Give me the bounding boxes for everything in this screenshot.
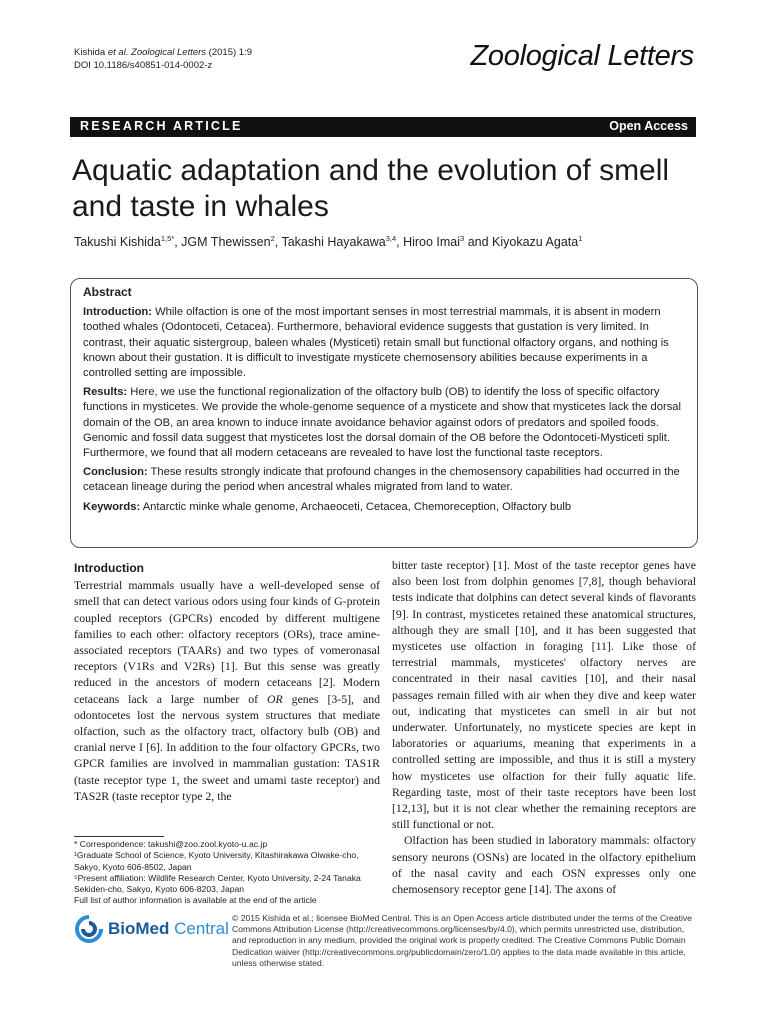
abstract-keywords: Keywords: Antarctic minke whale genome, Archaeoceti, Cetacea, Chemoreception, Olfactory bulb (83, 500, 572, 513)
abstract-results: Results: Here, we use the functional regionalization of the olfactory bulb (OB) to identify the loss of specific olfactory functions in mysticetes. We provide the whole-genome sequence of a mysticete and show that mysticetes lack the dorsal domain of the OB, an area known to induce innate avoidance behavior against odors of predators and spoiled foods. Genomic and fossil data suggest that mysticetes lost the dorsal domain of the OB before the Odontoceti-Mysticeti split. Furthermore, we found that all modern cetaceans are revealed to have lost the functional taste receptors. (83, 386, 682, 460)
abstract-box (70, 278, 698, 548)
author-list: Takushi Kishida$^{1,5*}$, JGM Thewissen$^2$, Takashi Hayakawa$^{3,4}$, Hiroo Imai$^3$ and Kiyokazu Agata$^1$ (74, 234, 583, 250)
biomed-central-icon (74, 914, 104, 944)
doi[interactable]: DOI 10.1186/s40851-014-0002-z (74, 60, 213, 71)
paragraph: Olfaction has been studied in laboratory mammals: olfactory sensory neurons (OSNs) are located in the olfactory epithelium of the nasal cavity and each OSN expresses only one chemosensory receptor gene [14]. The axons of (392, 833, 696, 897)
license-text: © 2015 Kishida et al.; licensee BioMed Central. This is an Open Access article distributed under the terms of the Creative Commons Attribution License (http://creativecommons.org/licenses/by/4.0), which permits unrestricted use, distribution, and reproduction in any medium, provided the original work is properly credited. The Creative Commons Public Domain Dedication waiver (http://creativecommons.org/publicdomain/zero/1.0/) applies to the data made available in this article, unless otherwise stated. (232, 913, 692, 968)
footnotes (74, 839, 374, 907)
author[interactable]: JGM Thewissen (181, 235, 271, 250)
open-access-label: Open Access (609, 119, 688, 133)
journal-name: Zoological Letters (470, 40, 694, 72)
publisher-name: BioMed Central (108, 919, 229, 938)
abstract-heading: Abstract (83, 285, 132, 299)
paragraph: bitter taste receptor) [1]. Most of the taste receptor genes have also been lost from dolphin genomes [7,8], though behavioral tests indicate that dolphins can detect several kinds of flavorants [9]. In contrast, mysticetes retained these anatomical structures, although they are small [10], and it has been suggested that mysticetes use olfaction in foraging [11]. Like those of terrestrial mammals, mysticetes' olfactory nerves are concentrated in their nasal cavities [10], and their nasal passages remain filled with air when they dive and keep water out, indicating that mysticetes can smell in air but not underwater. Unfortunately, no mysticete species are kept in laboratories or aquariums, meaning that experiments in a controlled setting are impossible, and thus it is still a mystery how mysticetes use olfaction for their fully aquatic life. Regarding taste, most of their taste receptors have been lost [12,13], but it is not clear whether the remaining receptors are still functional or not. (392, 558, 696, 832)
abstract-conclusion: Conclusion: These results strongly indicate that profound changes in the chemosensory capabilities had occurred in the cetacean lineage during the period when ancestral whales migrated from land to water. (83, 466, 680, 494)
biomed-central-logo[interactable] (74, 914, 229, 944)
author-info-note: Full list of author information is available at the end of the article (74, 895, 317, 906)
author[interactable]: Takashi Hayakawa (281, 235, 386, 250)
author[interactable]: Kiyokazu Agata (492, 235, 579, 250)
section-heading-introduction: Introduction (74, 561, 144, 575)
body-column-left (74, 560, 380, 804)
body-column-right (392, 557, 696, 897)
citation-header: Kishida et al. Zoological Letters (2015) 1:9 DOI 10.1186/s40851-014-0002-z (74, 47, 252, 71)
footnote-divider (74, 836, 164, 837)
article-title: Aquatic adaptation and the evolution of smell and taste in whales (72, 154, 670, 223)
affiliation-note: ⁵Present affiliation: Wildlife Research Center, Kyoto University, 2-24 Tanaka Sekiden-cho, Sakyo, Kyoto 606-8203, Japan (74, 872, 361, 895)
author[interactable]: Takushi Kishida (74, 235, 161, 250)
author[interactable]: Hiroo Imai (403, 235, 461, 250)
abstract-introduction: Introduction: While olfaction is one of the most important senses in most terrestrial mammals, it is absent in modern toothed whales (Odontoceti, Cetacea). Furthermore, behavioral evidence suggests that gustation is very limited. In contrast, their aquatic sistergroup, baleen whales (Mysticeti) retain small but functional olfactory organs, and nothing is known about their gustation. It is difficult to investigate mysticete chemosensory abilities because experiments in a controlled setting are impossible. (83, 306, 669, 380)
correspondence-note[interactable]: * Correspondence: takushi@zoo.zool.kyoto-u.ac.jp (74, 839, 268, 849)
article-type-label: RESEARCH ARTICLE (80, 119, 243, 133)
affiliation-note: ¹Graduate School of Science, Kyoto University, Kitashirakawa Oiwake-cho, Sakyo, Kyoto 606-8502, Japan (74, 850, 359, 872)
paragraph: Terrestrial mammals usually have a well-developed sense of smell that can detect various odors using four kinds of G-protein coupled receptors (GPCRs) encoded by different multigene families to each other: olfactory receptors (ORs), trace amine-associated receptors (TAARs) and two types of vomeronasal receptors (V1Rs and V2Rs) [1]. But this sense was greatly reduced in the ancestors of modern cetaceans [2]. Modern cetaceans lack a large number of OR genes [3-5], and odontocetes lost the nervous system structures that mediate olfaction, such as the olfactory tract, olfactory bulb (OB) and cranial nerve I [6]. In addition to the four olfactory GPCRs, two GPCR families are involved in mammalian gustation: TAS1R (taste receptor type 1, the sweet and umami taste receptor) and TAS2R (taste receptor type 2, the (74, 578, 380, 803)
